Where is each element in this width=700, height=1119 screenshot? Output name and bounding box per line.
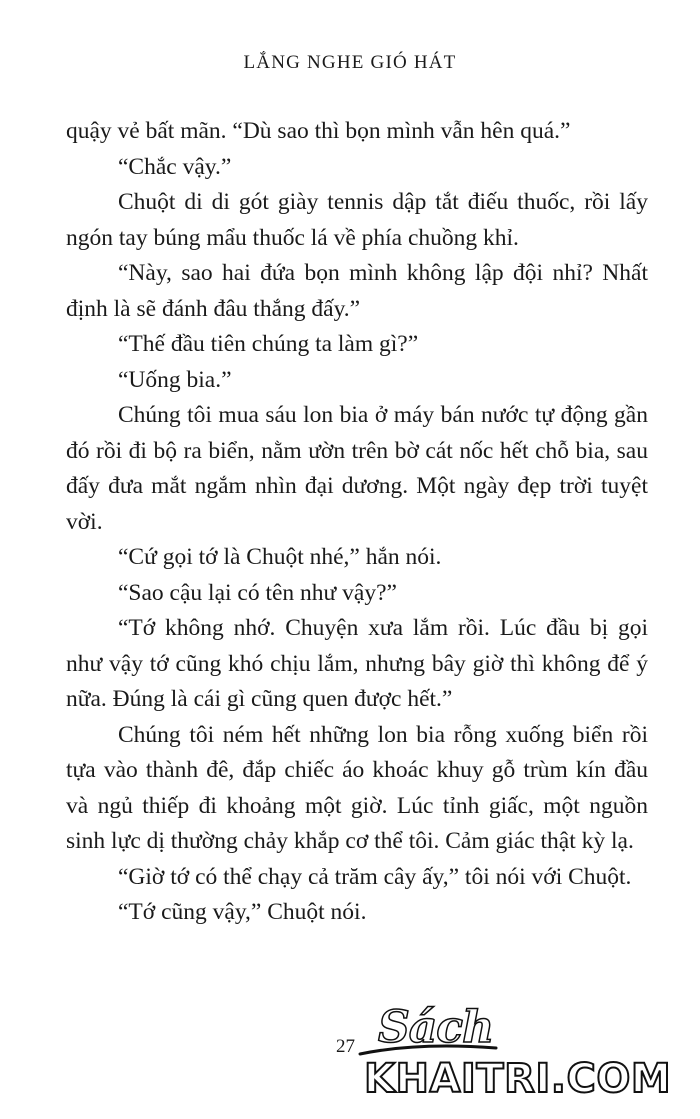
body-text xyxy=(66,114,648,931)
paragraph: quậy vẻ bất mãn. “Dù sao thì bọn mình vẫn hên quá.” xyxy=(66,118,571,144)
watermark-script-text: Sách xyxy=(378,1002,494,1053)
paragraph: Chúng tôi mua sáu lon bia ở máy bán nước tự động gần đó rồi đi bộ ra biển, nằm ườn trên bờ cát nốc hết chỗ bia, sau đấy đưa mắt ngắm nhìn đại dương. Một ngày đẹp trời tuyệt vời. xyxy=(66,402,648,535)
paragraph: “Tớ không nhớ. Chuyện xưa lắm rồi. Lúc đầu bị gọi như vậy tớ cũng khó chịu lắm, nhưng bây giờ thì không để ý nữa. Đúng là cái gì cũng quen được hết.” xyxy=(66,615,648,712)
page-number: 27 xyxy=(336,1036,355,1057)
paragraph: “Tớ cũng vậy,” Chuột nói. xyxy=(118,899,367,925)
paragraph: Chuột di di gót giày tennis dập tắt điếu thuốc, rồi lấy ngón tay búng mẩu thuốc lá về phía chuồng khỉ. xyxy=(66,189,648,251)
watermark-logo xyxy=(358,1000,688,1110)
paragraph: “Chắc vậy.” xyxy=(118,153,232,180)
paragraph: “Cứ gọi tớ là Chuột nhé,” hắn nói. xyxy=(118,544,442,570)
paragraph: “Sao cậu lại có tên như vậy?” xyxy=(118,579,397,606)
paragraph: “Giờ tớ có thể chạy cả trăm cây ấy,” tôi nói với Chuột. xyxy=(118,863,632,890)
paragraph: Chúng tôi ném hết những lon bia rỗng xuống biển rồi tựa vào thành đê, đắp chiếc áo khoác khuy gỗ trùm kín đầu và ngủ thiếp đi khoảng một giờ. Lúc tỉnh giấc, một nguồn sinh lực dị thường chảy khắp cơ thể tôi. Cảm giác thật kỳ lạ. xyxy=(66,721,648,854)
paragraph: “Uống bia.” xyxy=(118,366,232,393)
paragraph: “Này, sao hai đứa bọn mình không lập đội nhỉ? Nhất định là sẽ đánh đâu thắng đấy.” xyxy=(66,260,648,322)
paragraph: “Thế đầu tiên chúng ta làm gì?” xyxy=(118,331,419,357)
running-title: LẮNG NGHE GIÓ HÁT xyxy=(243,52,457,73)
watermark-brand-text: KHAITRI.COM xyxy=(364,1056,672,1102)
